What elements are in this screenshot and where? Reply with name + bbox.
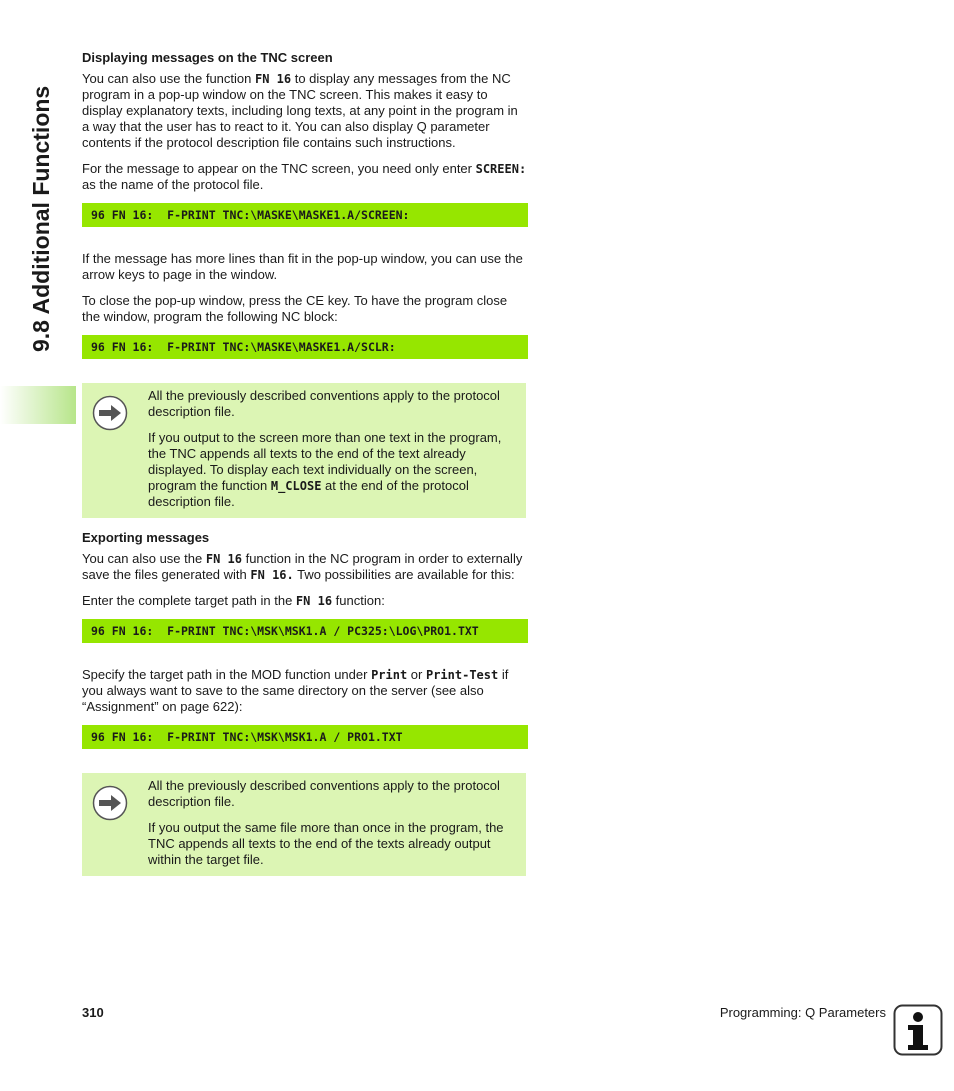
note-text: All the previously described conventions apply to the protocol description file.	[148, 388, 500, 419]
footer-chapter-title: Programming: Q Parameters	[719, 1005, 886, 1020]
code-block: 96 FN 16: F-PRINT TNC:\MASKE\MASKE1.A/SCLR:	[82, 335, 528, 359]
paragraph: To close the pop-up window, press the CE key. To have the program close the window, program the following NC block:	[82, 293, 508, 324]
code-block: 96 FN 16: F-PRINT TNC:\MASKE\MASKE1.A/SCREEN:	[82, 203, 528, 227]
arrow-right-icon	[92, 395, 128, 431]
section-heading-display-messages: Displaying messages on the TNC screen	[82, 50, 333, 65]
paragraph: Specify the target path in the MOD function under Print or Print-Test if you always want to save to the same directory on the server (see also “Assignment” on page 622):	[82, 667, 509, 714]
paragraph: For the message to appear on the TNC screen, you need only enter SCREEN: as the name of the protocol file.	[82, 161, 527, 192]
arrow-right-icon	[92, 785, 128, 821]
note-text: If you output the same file more than once in the program, the TNC appends all texts to the end of the texts already output within the target file.	[148, 820, 504, 867]
paragraph: If the message has more lines than fit in the pop-up window, you can use the arrow keys to page in the window.	[82, 251, 523, 282]
chapter-side-title: 9.8 Additional Functions	[28, 85, 54, 352]
note-box	[82, 383, 526, 518]
info-icon	[893, 1004, 943, 1056]
main-content	[82, 50, 528, 876]
chapter-tab-marker	[0, 386, 76, 424]
code-block: 96 FN 16: F-PRINT TNC:\MSK\MSK1.A / PC325:\LOG\PRO1.TXT	[82, 619, 528, 643]
page-number: 310	[82, 1005, 104, 1020]
note-box	[82, 773, 526, 876]
note-text: All the previously described conventions apply to the protocol description file.	[148, 778, 500, 809]
section-heading-exporting-messages: Exporting messages	[82, 530, 210, 545]
paragraph: Enter the complete target path in the FN 16 function:	[82, 593, 385, 608]
code-block: 96 FN 16: F-PRINT TNC:\MSK\MSK1.A / PRO1.TXT	[82, 725, 528, 749]
note-text: If you output to the screen more than one text in the program, the TNC appends all texts to the end of the text already displayed. To display each text individually on the screen, program the function M_CLOSE at the end of the protocol description file.	[148, 430, 502, 509]
paragraph: You can also use the FN 16 function in the NC program in order to externally save the files generated with FN 16. Two possibilities are available for this:	[82, 551, 523, 582]
paragraph: You can also use the function FN 16 to display any messages from the NC program in a pop-up window on the TNC screen. This makes it easy to display explanatory texts, including long texts, at any point in the program in a way that the user has to react to it. You can also display Q parameter contents if the protocol description file contains such instructions.	[82, 71, 518, 150]
